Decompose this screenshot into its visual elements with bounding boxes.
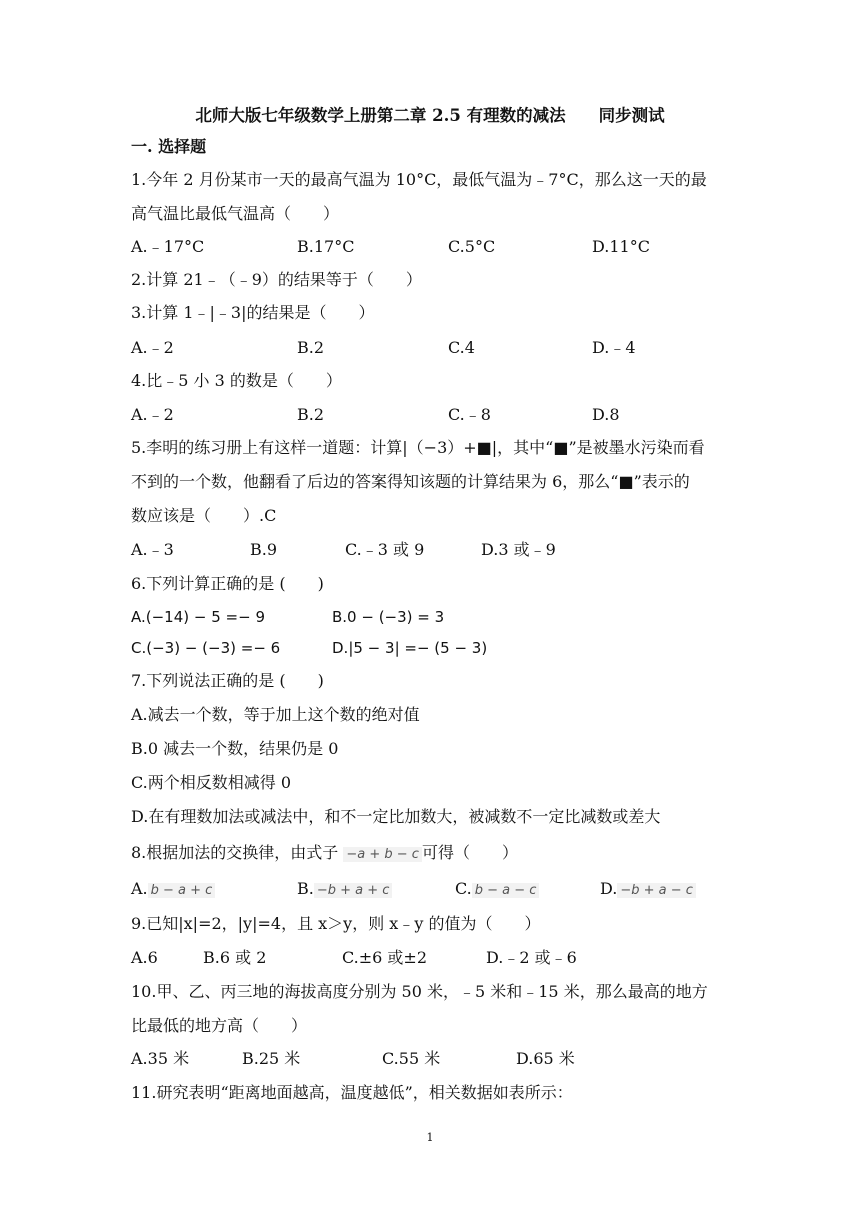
question-5-line-1: 5.李明的练习册上有这样一道题：计算|（−3）+■|，其中“■”是被墨水污染而看	[131, 438, 705, 457]
question-3-option-d: D.﹣4	[592, 338, 636, 357]
question-8-expression: −a + b − c	[343, 847, 422, 862]
question-7-line-1: 7.下列说法正确的是 ( )	[131, 671, 324, 690]
question-10-line-2: 比最低的地方高（ ）	[131, 1016, 308, 1035]
question-8-option-b-expression: −b + a + c	[314, 883, 393, 898]
question-6-option-d: D.|5 − 3| =− (5 − 3)	[332, 639, 488, 657]
question-6-option-b: B.0 − (−3) = 3	[332, 608, 445, 626]
question-8-text-post: 可得（ ）	[421, 843, 518, 862]
question-5-option-a: A.﹣3	[131, 540, 174, 559]
question-9-option-a: A.6	[131, 948, 158, 967]
page-number: 1	[426, 1131, 434, 1144]
question-9-option-b: B.6 或 2	[203, 948, 267, 967]
question-8-option-a-expression: b − a + c	[148, 883, 216, 898]
question-7-option-a: A.减去一个数，等于加上这个数的绝对值	[131, 705, 420, 724]
question-5-line-3: 数应该是（ ）.C	[131, 506, 277, 525]
question-8-option-b-label: B.	[297, 879, 314, 898]
question-7-option-d: D.在有理数加法或减法中，和不一定比加数大，被减数不一定比减数或差大	[131, 807, 661, 826]
question-10-option-c: C.55 米	[382, 1049, 441, 1068]
question-5-line-2: 不到的一个数，他翻看了后边的答案得知该题的计算结果为 6，那么“■”表示的	[131, 472, 690, 491]
question-1-option-c: C.5°C	[448, 237, 496, 256]
question-8-option-d-expression: −b + a − c	[617, 883, 696, 898]
question-10-line-1: 10.甲、乙、丙三地的海拔高度分别为 50 米，﹣5 米和﹣15 米，那么最高的地方	[131, 982, 708, 1001]
question-1-line-1: 1.今年 2 月份某市一天的最高气温为 10°C，最低气温为﹣7°C，那么这一天的最	[131, 170, 707, 189]
question-8-option-d	[600, 878, 696, 902]
question-3-line-1: 3.计算 1﹣|﹣3|的结果是（ ）	[131, 303, 375, 322]
question-4-option-c: C.﹣8	[448, 405, 491, 424]
question-10-option-d: D.65 米	[516, 1049, 575, 1068]
question-8-option-b	[297, 878, 392, 902]
question-3-option-a: A.﹣2	[131, 338, 174, 357]
question-2-line-1: 2.计算 21﹣（﹣9）的结果等于（ ）	[131, 270, 422, 289]
question-8-option-d-label: D.	[600, 879, 618, 898]
question-7-option-c: C.两个相反数相减得 0	[131, 773, 292, 792]
question-1-option-b: B.17°C	[297, 237, 355, 256]
question-8-option-a-label: A.	[131, 879, 148, 898]
question-4-option-a: A.﹣2	[131, 405, 174, 424]
question-8-text-pre: 8.根据加法的交换律，由式子	[131, 843, 344, 862]
section-heading: 一. 选择题	[131, 137, 207, 156]
question-4-line-1: 4.比﹣5 小 3 的数是（ ）	[131, 371, 342, 390]
question-8-line-1	[131, 842, 518, 866]
question-1-line-2: 高气温比最低气温高（ ）	[131, 204, 340, 223]
question-8-option-c	[455, 878, 539, 902]
question-1-option-d: D.11°C	[592, 237, 650, 256]
question-6-option-a: A.(−14) − 5 =− 9	[131, 608, 265, 626]
question-9-option-c: C.±6 或±2	[342, 948, 428, 967]
question-8-option-c-label: C.	[455, 879, 472, 898]
question-8-option-c-expression: b − a − c	[472, 883, 540, 898]
question-11-line-1: 11.研究表明“距离地面越高，温度越低”，相关数据如表所示：	[131, 1083, 573, 1102]
question-9-line-1: 9.已知|x|=2，|y|=4，且 x＞y，则 x﹣y 的值为（ ）	[131, 914, 541, 933]
question-10-option-b: B.25 米	[242, 1049, 301, 1068]
question-1-option-a: A.﹣17°C	[131, 237, 205, 256]
question-4-option-d: D.8	[592, 405, 620, 424]
question-8-option-a	[131, 878, 215, 902]
question-3-option-b: B.2	[297, 338, 325, 357]
question-9-option-d: D.﹣2 或﹣6	[486, 948, 577, 967]
question-5-option-b: B.9	[250, 540, 278, 559]
question-5-option-c: C.﹣3 或 9	[345, 540, 425, 559]
question-10-option-a: A.35 米	[131, 1049, 190, 1068]
question-7-option-b: B.0 减去一个数，结果仍是 0	[131, 739, 339, 758]
question-3-option-c: C.4	[448, 338, 475, 357]
question-6-line-1: 6.下列计算正确的是 ( )	[131, 574, 324, 593]
document-title: 北师大版七年级数学上册第二章 2.5 有理数的减法 同步测试	[195, 106, 665, 125]
question-4-option-b: B.2	[297, 405, 325, 424]
question-5-option-d: D.3 或﹣9	[481, 540, 556, 559]
question-6-option-c: C.(−3) − (−3) =− 6	[131, 639, 281, 657]
